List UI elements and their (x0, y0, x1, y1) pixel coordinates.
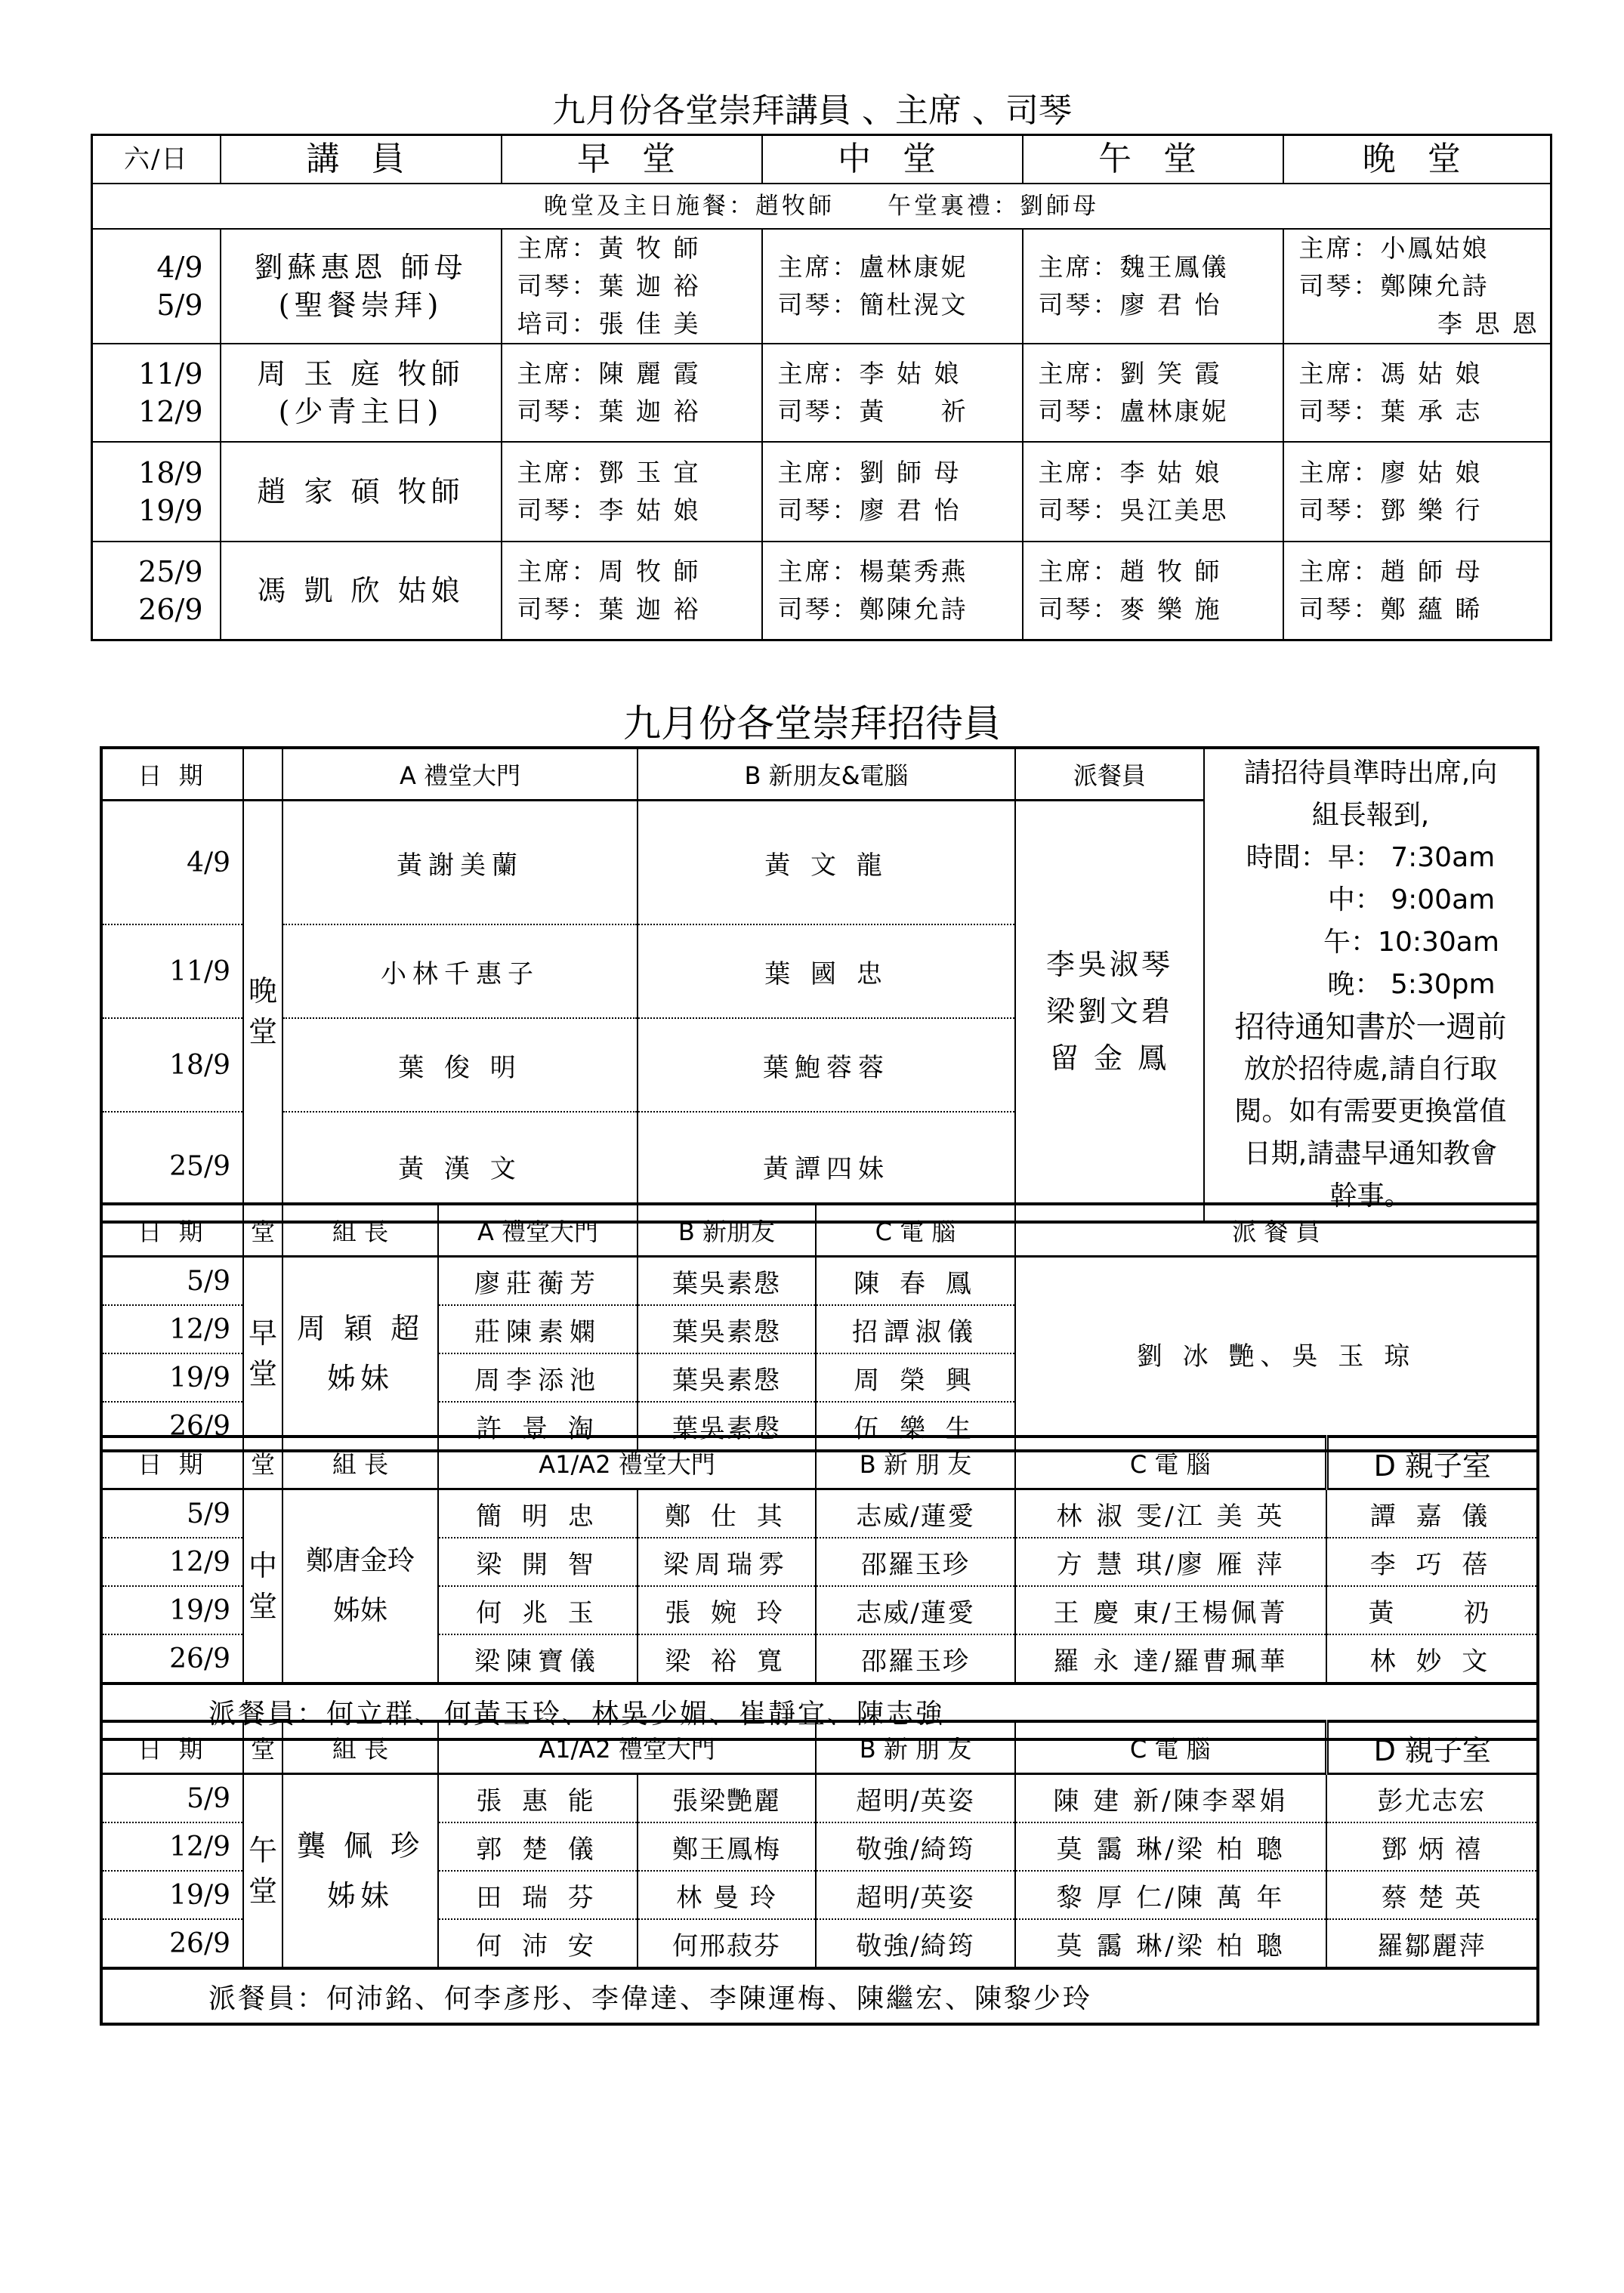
tag-char: 午 (248, 1834, 277, 1867)
door-usher-1: 梁 開 智 (438, 1538, 638, 1586)
speaker-note: (聖餐崇拜) (278, 289, 443, 322)
tag-char: 早 (248, 1316, 277, 1350)
date: 19/9 (101, 1586, 243, 1634)
meal-server: 李吳淑琴 (1045, 947, 1173, 981)
date: 11/9 (138, 357, 203, 390)
computer-usher: 林 淑 雯/江 美 英 (1015, 1489, 1326, 1538)
cell-line: 主席：黃 牧 師 (517, 233, 701, 263)
tag-char: 堂 (248, 1014, 277, 1048)
cell-line: 主席：魏王鳳儀 (1038, 252, 1229, 282)
table-row (101, 1489, 1538, 1538)
door-usher: 莊陳素嫻 (438, 1305, 638, 1353)
cell-line: 司琴：簡杜滉文 (777, 290, 968, 319)
date: 19/9 (138, 494, 203, 527)
meal-servers (1015, 801, 1204, 1223)
computer-usher: 周 榮 興 (816, 1353, 1015, 1402)
cell-line: 司琴：李 姑 娘 (517, 495, 701, 525)
note-line: 招待通知書於一週前 (1234, 1010, 1507, 1045)
table-row (101, 1774, 1538, 1823)
cell-line: 司琴：廖 君 怡 (1038, 290, 1222, 319)
header-blank (243, 748, 283, 801)
cell-line: 主席：馮 姑 娘 (1298, 359, 1483, 388)
date: 12/9 (101, 1305, 243, 1353)
note-line: 閱。如有需要更換當值 (1234, 1096, 1507, 1127)
preacher-table (91, 134, 1552, 641)
date: 12/9 (138, 395, 203, 428)
leader-name: 周 穎 超 (296, 1312, 425, 1345)
door-usher-1: 梁陳寶儀 (438, 1634, 638, 1683)
computer-usher: 伍 樂 生 (816, 1402, 1015, 1451)
cell-line: 司琴：麥 樂 施 (1038, 594, 1222, 624)
preacher-table-title: 九月份各堂崇拜講員 、主席 、司琴 (552, 91, 1072, 130)
door-usher: 許 景 淘 (438, 1402, 638, 1451)
leader-title: 姊妹 (326, 1879, 394, 1912)
nursery-usher: 譚 嘉 儀 (1326, 1489, 1538, 1538)
nursery-usher: 黃 礽 (1326, 1586, 1538, 1634)
header-computer: C 電 腦 (1015, 1721, 1326, 1774)
door-usher: 小林千惠子 (283, 924, 638, 1018)
computer-usher: 招譚淑儀 (816, 1305, 1015, 1353)
header-service: 堂 (243, 1204, 283, 1257)
nursery-usher: 林 妙 文 (1369, 1646, 1494, 1677)
header-computer: C 電 腦 (1015, 1437, 1326, 1489)
date: 19/9 (101, 1353, 243, 1402)
newcomer-usher: 敬強/綺筠 (816, 1822, 1015, 1871)
cell-line: 司琴：葉 迦 裕 (517, 271, 701, 301)
group-leader (283, 1257, 438, 1452)
date: 5/9 (101, 1489, 243, 1538)
cell-line: 主席：趙 師 母 (1298, 556, 1483, 586)
date: 18/9 (138, 456, 203, 489)
computer-usher: 陳 春 鳳 (816, 1257, 1015, 1306)
header-evening: 晚 堂 (1283, 135, 1551, 184)
meal-server: 留 金 鳳 (1049, 1041, 1170, 1075)
table-row (92, 442, 1551, 542)
usher-instructions (1204, 748, 1538, 1222)
header-afternoon: 午 堂 (1023, 135, 1283, 184)
note-line: 中： 9:00am (1246, 884, 1496, 915)
cell-line: 主席：李 姑 娘 (1038, 458, 1222, 487)
date: 18/9 (101, 1018, 243, 1112)
speaker: 周 玉 庭 牧師 (257, 357, 465, 390)
header-speaker: 講 員 (221, 135, 502, 184)
computer-usher: 王 慶 東/王楊佩菁 (1015, 1586, 1326, 1634)
table-row (101, 1257, 1538, 1306)
date: 12/9 (101, 1538, 243, 1586)
date: 25/9 (101, 1112, 243, 1222)
cell-line: 主席：趙 牧 師 (1038, 556, 1222, 586)
cell-line: 主席：劉 師 母 (777, 458, 962, 487)
date: 5/9 (101, 1257, 243, 1306)
newcomer-usher: 敬強/綺筠 (816, 1919, 1015, 1968)
door-usher-1: 何 兆 玉 (438, 1586, 638, 1634)
cell-line: 主席：陳 麗 霞 (517, 359, 701, 388)
cell-line: 司琴：葉 迦 裕 (517, 594, 701, 624)
newcomer-usher: 黃譚四妹 (638, 1112, 1015, 1222)
header-early: 早 堂 (502, 135, 762, 184)
cell-line: 主席：廖 姑 娘 (1298, 458, 1483, 487)
cell-line: 主席：劉 笑 霞 (1038, 359, 1222, 388)
header-date: 日 期 (101, 1721, 243, 1774)
header-leader: 組 長 (283, 1437, 438, 1489)
door-usher: 葉 俊 明 (283, 1018, 638, 1112)
date: 26/9 (101, 1919, 243, 1968)
table-row (92, 344, 1551, 442)
nursery-usher: 彭尤志宏 (1326, 1774, 1538, 1823)
header-door: A 禮堂大門 (283, 748, 638, 801)
middle-usher-table (100, 1435, 1539, 1741)
header-newcomer: B 新 朋 友 (816, 1437, 1015, 1489)
note-line: 時間：早： 7:30am (1246, 842, 1496, 873)
service-tag (243, 801, 283, 1223)
header-door: A1/A2 禮堂大門 (438, 1437, 816, 1489)
meal-server: 梁劉文碧 (1045, 994, 1173, 1028)
computer-usher: 陳 建 新/陳李翠娟 (1015, 1774, 1326, 1823)
door-usher-2: 鄭王鳳梅 (638, 1822, 816, 1871)
date: 19/9 (101, 1871, 243, 1919)
note-line: 放於招待處,請自行取 (1243, 1054, 1498, 1085)
cell-line: 司琴：鄭陳允詩 (1298, 271, 1490, 301)
tag-char: 中 (248, 1549, 277, 1582)
cell-line: 主席：楊葉秀燕 (777, 556, 968, 586)
cell-line: 主席：周 牧 師 (517, 556, 701, 586)
service-note: 晚堂及主日施餐：趙牧師 午堂裏禮：劉師母 (92, 184, 1551, 229)
leader-title: 姊妹 (332, 1595, 387, 1626)
computer-usher: 羅 永 達/羅曹珮華 (1015, 1634, 1326, 1683)
cell-line: 李 思 恩 (1437, 309, 1539, 338)
door-usher-1: 張 惠 能 (438, 1774, 638, 1823)
cell-line: 司琴：廖 君 怡 (777, 495, 962, 525)
speaker: 趙 家 碩 牧師 (257, 475, 465, 508)
meal-servers: 劉 冰 艷、吳 玉 琼 (1136, 1341, 1416, 1372)
door-usher-1: 簡 明 忠 (438, 1489, 638, 1538)
newcomer-usher: 葉吳素慇 (638, 1257, 816, 1306)
group-leader (283, 1774, 438, 1969)
header-service: 堂 (243, 1437, 283, 1489)
date: 12/9 (101, 1822, 243, 1871)
door-usher-1: 郭 楚 儀 (438, 1822, 638, 1871)
door-usher: 周李添池 (438, 1353, 638, 1402)
note-line: 幹事。 (1329, 1180, 1412, 1211)
header-date: 日 期 (101, 1437, 243, 1489)
door-usher-2: 何邢菽芬 (638, 1919, 816, 1968)
date: 5/9 (156, 289, 203, 322)
evening-usher-table (100, 746, 1539, 1224)
cell-line: 司琴：葉 承 志 (1298, 397, 1483, 426)
table-row (92, 229, 1551, 344)
door-usher-2: 張梁艷麗 (638, 1774, 816, 1823)
newcomer-usher: 葉吳素慇 (638, 1402, 816, 1451)
header-date: 六/日 (92, 135, 221, 184)
tag-char: 堂 (248, 1875, 277, 1908)
door-usher: 黃 漢 文 (283, 1112, 638, 1222)
header-meal: 派餐員 (1015, 748, 1204, 801)
leader-title: 姊妹 (326, 1362, 394, 1395)
cell-line: 司琴：黃 祈 (777, 397, 968, 426)
note-line: 晚： 5:30pm (1246, 969, 1496, 1000)
date: 4/9 (156, 251, 203, 284)
cell-line: 主席：李 姑 娘 (777, 359, 962, 388)
newcomer-usher: 志威/蓮愛 (816, 1586, 1015, 1634)
speaker-note: (少青主日) (278, 395, 443, 428)
computer-usher: 黎 厚 仁/陳 萬 年 (1015, 1871, 1326, 1919)
door-usher-1: 田 瑞 芬 (438, 1871, 638, 1919)
header-nursery: D 親子室 (1326, 1721, 1538, 1774)
newcomer-usher: 葉 國 忠 (638, 924, 1015, 1018)
door-usher-2: 鄭 仕 其 (638, 1489, 816, 1538)
header-service: 堂 (243, 1721, 283, 1774)
meal-servers: 派餐員：何立群、何黃玉玲、林吳少媚、崔靜宜、陳志強 (101, 1683, 1538, 1739)
service-tag (243, 1257, 283, 1452)
date: 26/9 (138, 592, 203, 626)
newcomer-usher: 黃 文 龍 (638, 801, 1015, 925)
usher-table-title: 九月份各堂崇拜招待員 (623, 702, 1001, 745)
nursery-usher: 蔡 楚 英 (1326, 1871, 1538, 1919)
table-row (92, 542, 1551, 640)
newcomer-usher: 葉吳素慇 (638, 1305, 816, 1353)
nursery-usher: 羅鄒麗萍 (1377, 1930, 1487, 1961)
date: 26/9 (101, 1402, 243, 1451)
afternoon-usher-table (100, 1720, 1539, 2026)
newcomer-usher: 志威/蓮愛 (816, 1489, 1015, 1538)
header-middle: 中 堂 (762, 135, 1023, 184)
tag-char: 堂 (248, 1590, 277, 1623)
door-usher-2: 張 婉 玲 (638, 1586, 816, 1634)
nursery-usher: 李 巧 蓓 (1326, 1538, 1538, 1586)
note-line: 請招待員準時出席,向 (1243, 758, 1498, 789)
newcomer-usher: 超明/英姿 (816, 1774, 1015, 1823)
cell-line: 司琴：鄭陳允詩 (777, 594, 968, 624)
note-line: 午：10:30am (1242, 927, 1499, 958)
cell-line: 司琴：鄧 樂 行 (1298, 495, 1483, 525)
date: 25/9 (138, 554, 203, 588)
computer-usher: 莫 靄 琳/梁 柏 聰 (1015, 1919, 1326, 1968)
door-usher-2: 林 曼 玲 (638, 1871, 816, 1919)
cell-line: 司琴：鄭 蘊 睎 (1298, 594, 1483, 624)
early-usher-table (100, 1202, 1539, 1452)
header-computer: C 電 腦 (816, 1204, 1015, 1257)
header-newcomer: B 新朋友&電腦 (638, 748, 1015, 801)
nursery-usher: 鄧 炳 禧 (1326, 1822, 1538, 1871)
date: 11/9 (101, 924, 243, 1018)
door-usher: 廖莊蘅芳 (438, 1257, 638, 1306)
speaker: 劉蘇惠恩 師母 (254, 251, 468, 284)
cell-line: 主席：盧林康妮 (777, 252, 968, 282)
date: 4/9 (101, 801, 243, 925)
header-leader: 組 長 (283, 1721, 438, 1774)
cell-line: 主席：鄧 玉 宜 (517, 458, 701, 487)
group-leader (283, 1489, 438, 1684)
meal-servers: 派餐員：何沛銘、何李彥彤、李偉達、李陳運梅、陳繼宏、陳黎少玲 (101, 1968, 1538, 2024)
computer-usher: 莫 靄 琳/梁 柏 聰 (1015, 1822, 1326, 1871)
cell-line: 主席：小鳳姑娘 (1298, 233, 1490, 263)
leader-name: 龔 佩 珍 (296, 1829, 425, 1862)
computer-usher: 方 慧 琪/廖 雁 萍 (1015, 1538, 1326, 1586)
cell-line: 司琴：盧林康妮 (1038, 397, 1229, 426)
header-meal: 派 餐 員 (1015, 1204, 1538, 1257)
door-usher-1: 何 沛 安 (438, 1919, 638, 1968)
speaker: 馮 凱 欣 姑娘 (257, 573, 465, 607)
note-line: 日期,請盡早通知教會 (1243, 1138, 1498, 1169)
date: 26/9 (101, 1634, 243, 1683)
header-date: 日 期 (101, 1204, 243, 1257)
service-tag (243, 1774, 283, 1969)
service-tag (243, 1489, 283, 1684)
newcomer-usher: 葉鮑蓉蓉 (638, 1018, 1015, 1112)
date: 5/9 (101, 1774, 243, 1823)
header-door: A1/A2 禮堂大門 (438, 1721, 816, 1774)
door-usher: 黃謝美蘭 (283, 801, 638, 925)
tag-char: 堂 (248, 1357, 277, 1390)
header-door: A 禮堂大門 (438, 1204, 638, 1257)
cell-line: 培司：張 佳 美 (517, 309, 701, 338)
header-newcomer: B 新 朋 友 (816, 1721, 1015, 1774)
leader-name: 鄭唐金玲 (305, 1545, 415, 1576)
newcomer-usher: 超明/英姿 (816, 1871, 1015, 1919)
header-leader: 組 長 (283, 1204, 438, 1257)
note-line: 組長報到, (1311, 800, 1430, 831)
cell-line: 司琴：葉 迦 裕 (517, 397, 701, 426)
header-date: 日 期 (101, 748, 243, 801)
newcomer-usher: 邵羅玉珍 (816, 1538, 1015, 1586)
door-usher-2: 梁周瑞雰 (638, 1538, 816, 1586)
tag-char: 晚 (248, 974, 277, 1008)
newcomer-usher: 葉吳素慇 (638, 1353, 816, 1402)
header-nursery: D 親子室 (1326, 1437, 1538, 1489)
door-usher-2: 梁 裕 寬 (638, 1634, 816, 1683)
newcomer-usher: 邵羅玉珍 (816, 1634, 1015, 1683)
cell-line: 司琴：吳江美思 (1038, 495, 1229, 525)
header-newcomer: B 新朋友 (638, 1204, 816, 1257)
